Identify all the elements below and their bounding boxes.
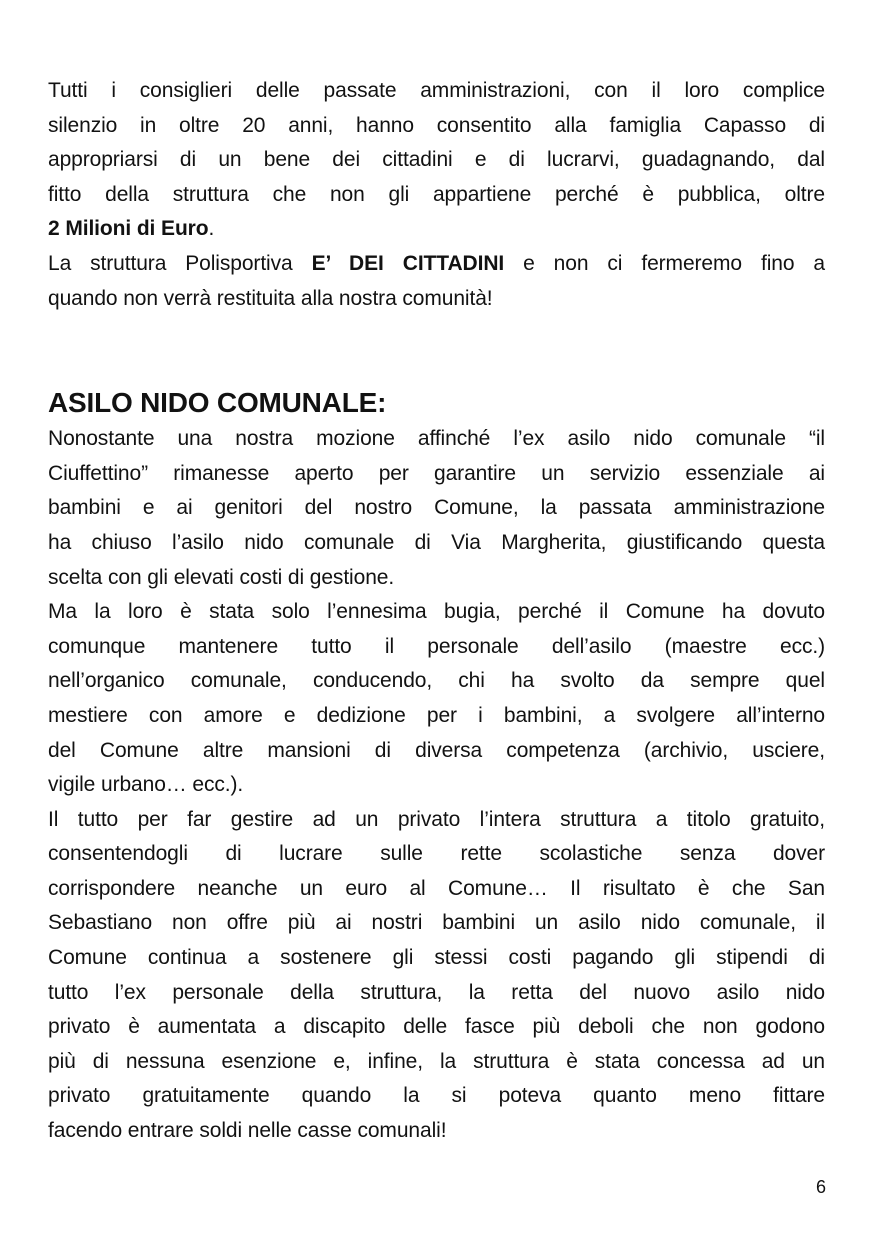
text-segment: Comune continua a sostenere gli stessi costi pagando gli stipendi di [48,946,825,970]
text-line [48,768,825,803]
text-line [48,803,825,838]
bold-text-segment: E’ DEI CITTADINI [311,251,505,275]
text-line [48,561,825,596]
text-segment: consentendogli di lucrare sulle rette scolastiche senza dover [48,842,825,866]
text-line [48,526,825,561]
text-line [48,1079,825,1114]
text-segment: scelta con gli elevati costi di gestione. [48,565,395,589]
text-segment: fitto della struttura che non gli appartiene perché è pubblica, oltre [48,182,825,206]
text-line [48,282,825,317]
text-line [48,109,825,144]
text-segment: privato è aumentata a discapito delle fasce più deboli che non godono [48,1015,825,1039]
text-segment: comunque mantenere tutto il personale dell’asilo (maestre ecc.) [48,634,825,658]
text-segment: vigile urbano… ecc.). [48,773,244,797]
para-polisportiva-cittadini [48,247,825,316]
text-segment: bambini e ai genitori del nostro Comune, la passata amministrazione [48,496,825,520]
text-line [48,457,825,492]
text-line [48,491,825,526]
text-line [48,143,825,178]
text-line [48,422,825,457]
text-segment: Tutti i consiglieri delle passate amministrazioni, con il loro complice [48,79,825,102]
text-segment: Ciuffettino” rimanesse aperto per garantire un servizio essenziale ai [48,461,825,485]
text-line [48,837,825,872]
text-line [48,595,825,630]
text-segment: . [208,217,215,241]
text-line [48,1114,825,1149]
text-segment: privato gratuitamente quando la si poteva quanto meno fittare [48,1084,825,1108]
text-line [48,178,825,213]
text-line [48,1010,825,1045]
text-segment: ha chiuso l’asilo nido comunale di Via Margherita, giustificando questa [48,530,825,554]
para-asilo-privato [48,803,825,1149]
text-line [48,664,825,699]
para-asilo-chiusura [48,422,825,595]
page-number: 6 [815,1177,826,1197]
text-segment: più di nessuna esenzione e, infine, la struttura è stata concessa ad un [48,1049,825,1073]
text-line [48,212,825,247]
para-polisportiva-consiglieri [48,74,825,247]
text-line [48,1045,825,1080]
text-segment: nell’organico comunale, conducendo, chi ha svolto da sempre quel [48,669,825,693]
text-segment: del Comune altre mansioni di diversa competenza (archivio, usciere, [48,738,825,762]
text-segment: Nonostante una nostra mozione affinché l’ex asilo nido comunale “il [48,427,825,451]
text-line [48,699,825,734]
text-segment: e non ci fermeremo fino a [504,251,825,275]
document-body [48,74,825,1149]
text-line [48,976,825,1011]
text-line [48,906,825,941]
text-segment: Il tutto per far gestire ad un privato l’intera struttura a titolo gratuito, [48,807,825,831]
text-segment: tutto l’ex personale della struttura, la retta del nuovo asilo nido [48,980,825,1004]
text-segment: corrispondere neanche un euro al Comune… Il risultato è che San [48,876,825,900]
text-segment: Sebastiano non offre più ai nostri bambini un asilo nido comunale, il [48,911,825,935]
para-asilo-bugia [48,595,825,803]
text-line [48,630,825,665]
text-segment: appropriarsi di un bene dei cittadini e di lucrarvi, guadagnando, dal [48,148,825,172]
text-line [48,74,825,109]
text-segment: facendo entrare soldi nelle casse comunali! [48,1119,447,1143]
text-segment: mestiere con amore e dedizione per i bambini, a svolgere all’interno [48,703,825,727]
text-line [48,872,825,907]
text-segment: La struttura Polisportiva [48,251,312,275]
text-line [48,247,825,282]
heading-asilo-nido-comunale: ASILO NIDO COMUNALE: [48,387,387,419]
text-line [48,734,825,769]
text-line [48,941,825,976]
text-segment: Ma la loro è stata solo l’ennesima bugia, perché il Comune ha dovuto [48,600,825,624]
bold-text-segment: 2 Milioni di Euro [48,217,209,241]
text-segment: silenzio in oltre 20 anni, hanno consentito alla famiglia Capasso di [48,113,825,137]
text-segment: quando non verrà restituita alla nostra comunità! [48,286,493,310]
